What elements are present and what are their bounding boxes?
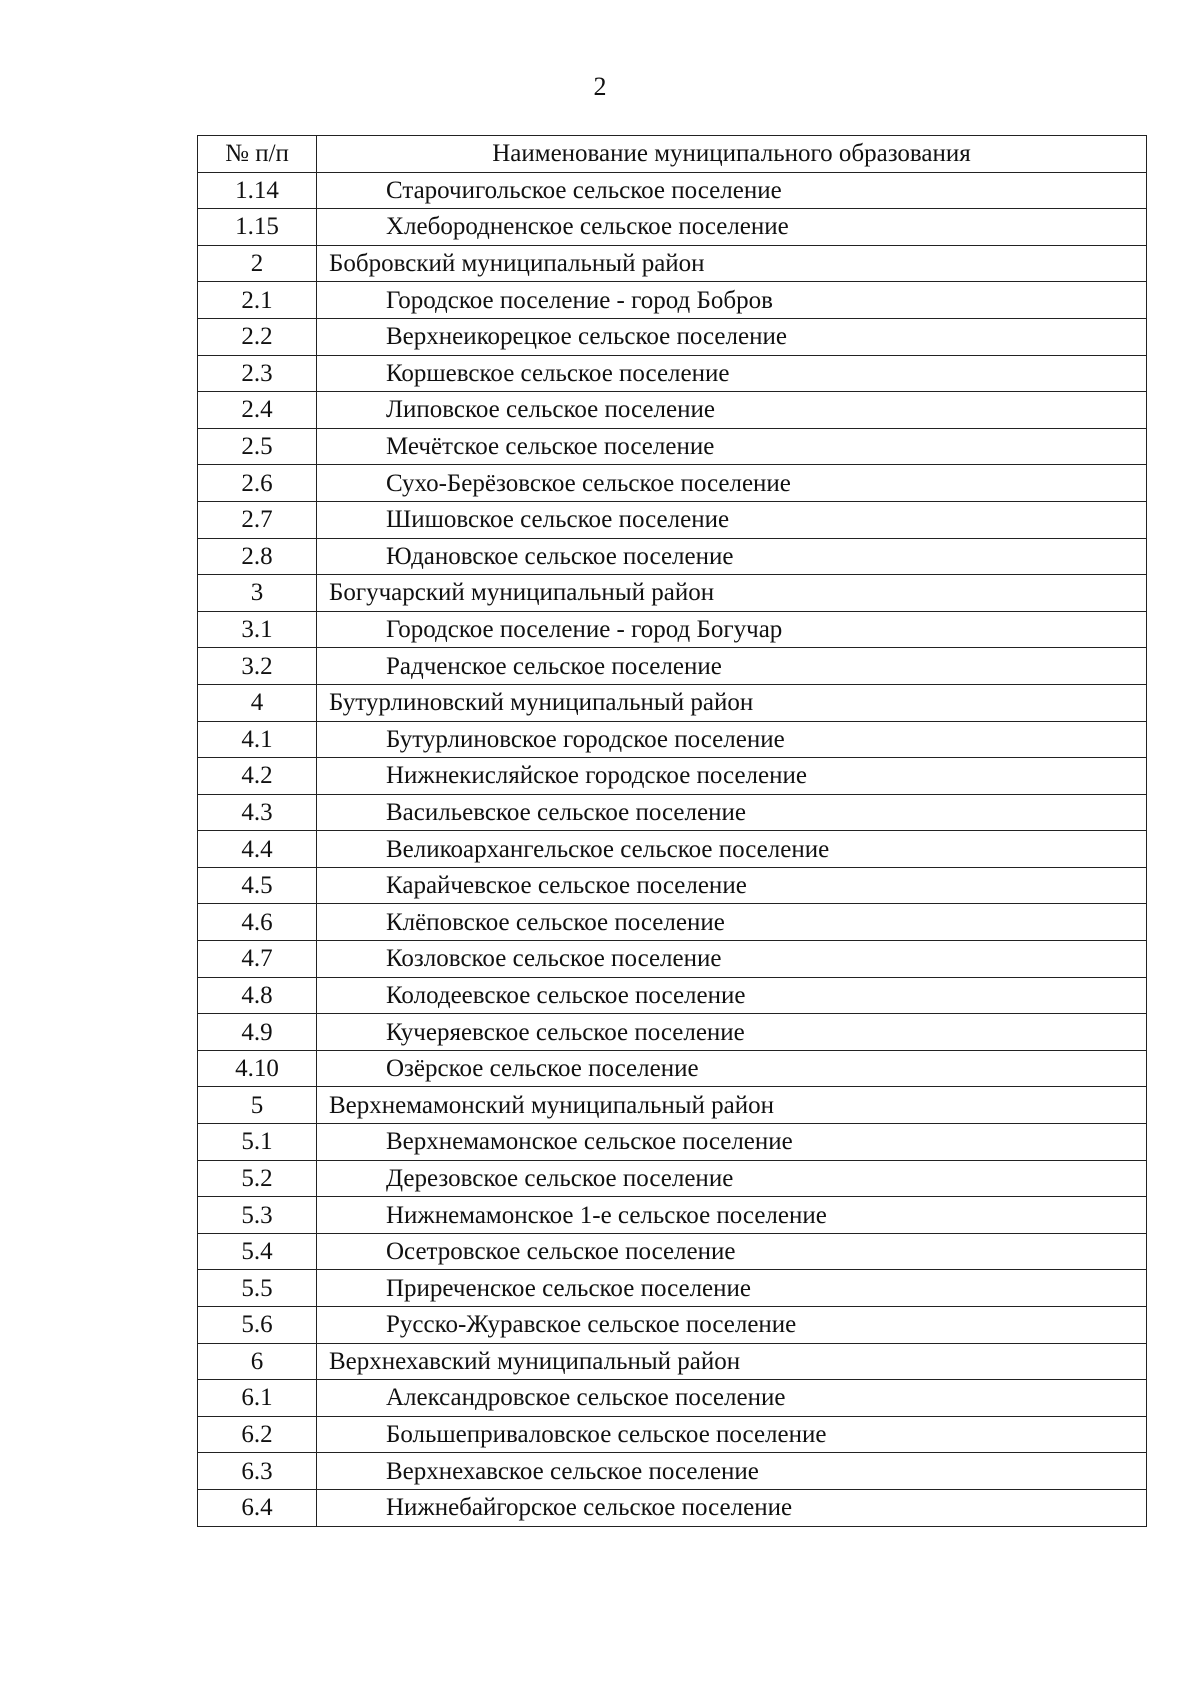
row-number-cell: 4.2 [198, 758, 317, 795]
table-row [198, 977, 1147, 1014]
row-number-cell: 3 [198, 575, 317, 612]
settlement-name-cell: Васильевское сельское поселение [317, 794, 1147, 831]
settlement-name-cell: Городское поселение - город Богучар [317, 611, 1147, 648]
settlement-name-cell: Радченское сельское поселение [317, 648, 1147, 685]
settlement-name-cell: Городское поселение - город Бобров [317, 282, 1147, 319]
row-number-cell: 2.8 [198, 538, 317, 575]
settlement-name-cell: Клёповское сельское поселение [317, 904, 1147, 941]
settlement-name-cell: Озёрское сельское поселение [317, 1050, 1147, 1087]
settlement-name-cell: Дерезовское сельское поселение [317, 1160, 1147, 1197]
settlement-name-cell: Большеприваловское сельское поселение [317, 1416, 1147, 1453]
row-number-cell: 2.4 [198, 392, 317, 429]
table-row [198, 794, 1147, 831]
row-number-cell: 3.1 [198, 611, 317, 648]
row-number-cell: 6.4 [198, 1489, 317, 1526]
settlement-name-cell: Юдановское сельское поселение [317, 538, 1147, 575]
table-row [198, 392, 1147, 429]
settlement-name-cell: Верхнехавское сельское поселение [317, 1453, 1147, 1490]
row-number-cell: 5.3 [198, 1197, 317, 1234]
table-row [198, 758, 1147, 795]
row-number-cell: 4.10 [198, 1050, 317, 1087]
table-row [198, 282, 1147, 319]
table-row [198, 904, 1147, 941]
table-row [198, 831, 1147, 868]
table-row [198, 318, 1147, 355]
settlement-name-cell: Осетровское сельское поселение [317, 1233, 1147, 1270]
row-number-cell: 6.2 [198, 1416, 317, 1453]
row-number-cell: 2.7 [198, 501, 317, 538]
row-number-cell: 5 [198, 1087, 317, 1124]
table-row [198, 1197, 1147, 1234]
row-number-cell: 5.4 [198, 1233, 317, 1270]
table-row-district [198, 1343, 1147, 1380]
row-number-cell: 5.1 [198, 1124, 317, 1161]
column-header-number: № п/п [198, 136, 317, 173]
table-row [198, 1124, 1147, 1161]
row-number-cell: 1.14 [198, 172, 317, 209]
table-row [198, 1233, 1147, 1270]
table-row [198, 1307, 1147, 1344]
settlement-name-cell: Верхнеикорецкое сельское поселение [317, 318, 1147, 355]
row-number-cell: 4.5 [198, 867, 317, 904]
table-row-district [198, 575, 1147, 612]
settlement-name-cell: Кучеряевское сельское поселение [317, 1014, 1147, 1051]
table-row [198, 209, 1147, 246]
table-row [198, 611, 1147, 648]
district-name-cell: Бобровский муниципальный район [317, 245, 1147, 282]
row-number-cell: 4.1 [198, 721, 317, 758]
row-number-cell: 5.5 [198, 1270, 317, 1307]
table-row [198, 428, 1147, 465]
table-row [198, 1270, 1147, 1307]
table-row-district [198, 245, 1147, 282]
row-number-cell: 4.9 [198, 1014, 317, 1051]
row-number-cell: 4.6 [198, 904, 317, 941]
row-number-cell: 4.4 [198, 831, 317, 868]
row-number-cell: 6.1 [198, 1380, 317, 1417]
settlement-name-cell: Карайчевское сельское поселение [317, 867, 1147, 904]
table-body [198, 172, 1147, 1526]
district-name-cell: Богучарский муниципальный район [317, 575, 1147, 612]
row-number-cell: 2.5 [198, 428, 317, 465]
settlement-name-cell: Приреченское сельское поселение [317, 1270, 1147, 1307]
settlement-name-cell: Верхнемамонское сельское поселение [317, 1124, 1147, 1161]
settlement-name-cell: Нижнемамонское 1-е сельское поселение [317, 1197, 1147, 1234]
table-row [198, 867, 1147, 904]
district-name-cell: Бутурлиновский муниципальный район [317, 684, 1147, 721]
table-row [198, 501, 1147, 538]
table-row [198, 1050, 1147, 1087]
settlement-name-cell: Хлебородненское сельское поселение [317, 209, 1147, 246]
table-row [198, 941, 1147, 978]
table-header-row [198, 136, 1147, 173]
row-number-cell: 5.6 [198, 1307, 317, 1344]
district-name-cell: Верхнемамонский муниципальный район [317, 1087, 1147, 1124]
table-row-district [198, 1087, 1147, 1124]
settlement-name-cell: Козловское сельское поселение [317, 941, 1147, 978]
settlement-name-cell: Нижнебайгорское сельское поселение [317, 1489, 1147, 1526]
table-row [198, 172, 1147, 209]
table-row [198, 1160, 1147, 1197]
table-row [198, 1416, 1147, 1453]
settlement-name-cell: Русско-Журавское сельское поселение [317, 1307, 1147, 1344]
settlement-name-cell: Бутурлиновское городское поселение [317, 721, 1147, 758]
row-number-cell: 2.6 [198, 465, 317, 502]
table-row [198, 538, 1147, 575]
settlement-name-cell: Коршевское сельское поселение [317, 355, 1147, 392]
row-number-cell: 4.3 [198, 794, 317, 831]
row-number-cell: 3.2 [198, 648, 317, 685]
row-number-cell: 2 [198, 245, 317, 282]
table-row [198, 721, 1147, 758]
settlement-name-cell: Шишовское сельское поселение [317, 501, 1147, 538]
table-row [198, 1453, 1147, 1490]
row-number-cell: 4.7 [198, 941, 317, 978]
row-number-cell: 2.1 [198, 282, 317, 319]
row-number-cell: 4.8 [198, 977, 317, 1014]
settlement-name-cell: Колодеевское сельское поселение [317, 977, 1147, 1014]
table-row [198, 355, 1147, 392]
row-number-cell: 2.3 [198, 355, 317, 392]
table-row-district [198, 684, 1147, 721]
settlement-name-cell: Сухо-Берёзовское сельское поселение [317, 465, 1147, 502]
table-row [198, 1014, 1147, 1051]
row-number-cell: 6.3 [198, 1453, 317, 1490]
table-row [198, 1489, 1147, 1526]
row-number-cell: 6 [198, 1343, 317, 1380]
table-row [198, 465, 1147, 502]
municipalities-table [197, 135, 1147, 1527]
row-number-cell: 4 [198, 684, 317, 721]
table-row [198, 648, 1147, 685]
settlement-name-cell: Липовское сельское поселение [317, 392, 1147, 429]
settlement-name-cell: Великоархангельское сельское поселение [317, 831, 1147, 868]
row-number-cell: 5.2 [198, 1160, 317, 1197]
table-row [198, 1380, 1147, 1417]
settlement-name-cell: Старочигольское сельское поселение [317, 172, 1147, 209]
settlement-name-cell: Александровское сельское поселение [317, 1380, 1147, 1417]
page-number: 2 [593, 72, 607, 101]
column-header-name: Наименование муниципального образования [317, 136, 1147, 173]
settlement-name-cell: Нижнекисляйское городское поселение [317, 758, 1147, 795]
row-number-cell: 1.15 [198, 209, 317, 246]
district-name-cell: Верхнехавский муниципальный район [317, 1343, 1147, 1380]
settlement-name-cell: Мечётское сельское поселение [317, 428, 1147, 465]
row-number-cell: 2.2 [198, 318, 317, 355]
